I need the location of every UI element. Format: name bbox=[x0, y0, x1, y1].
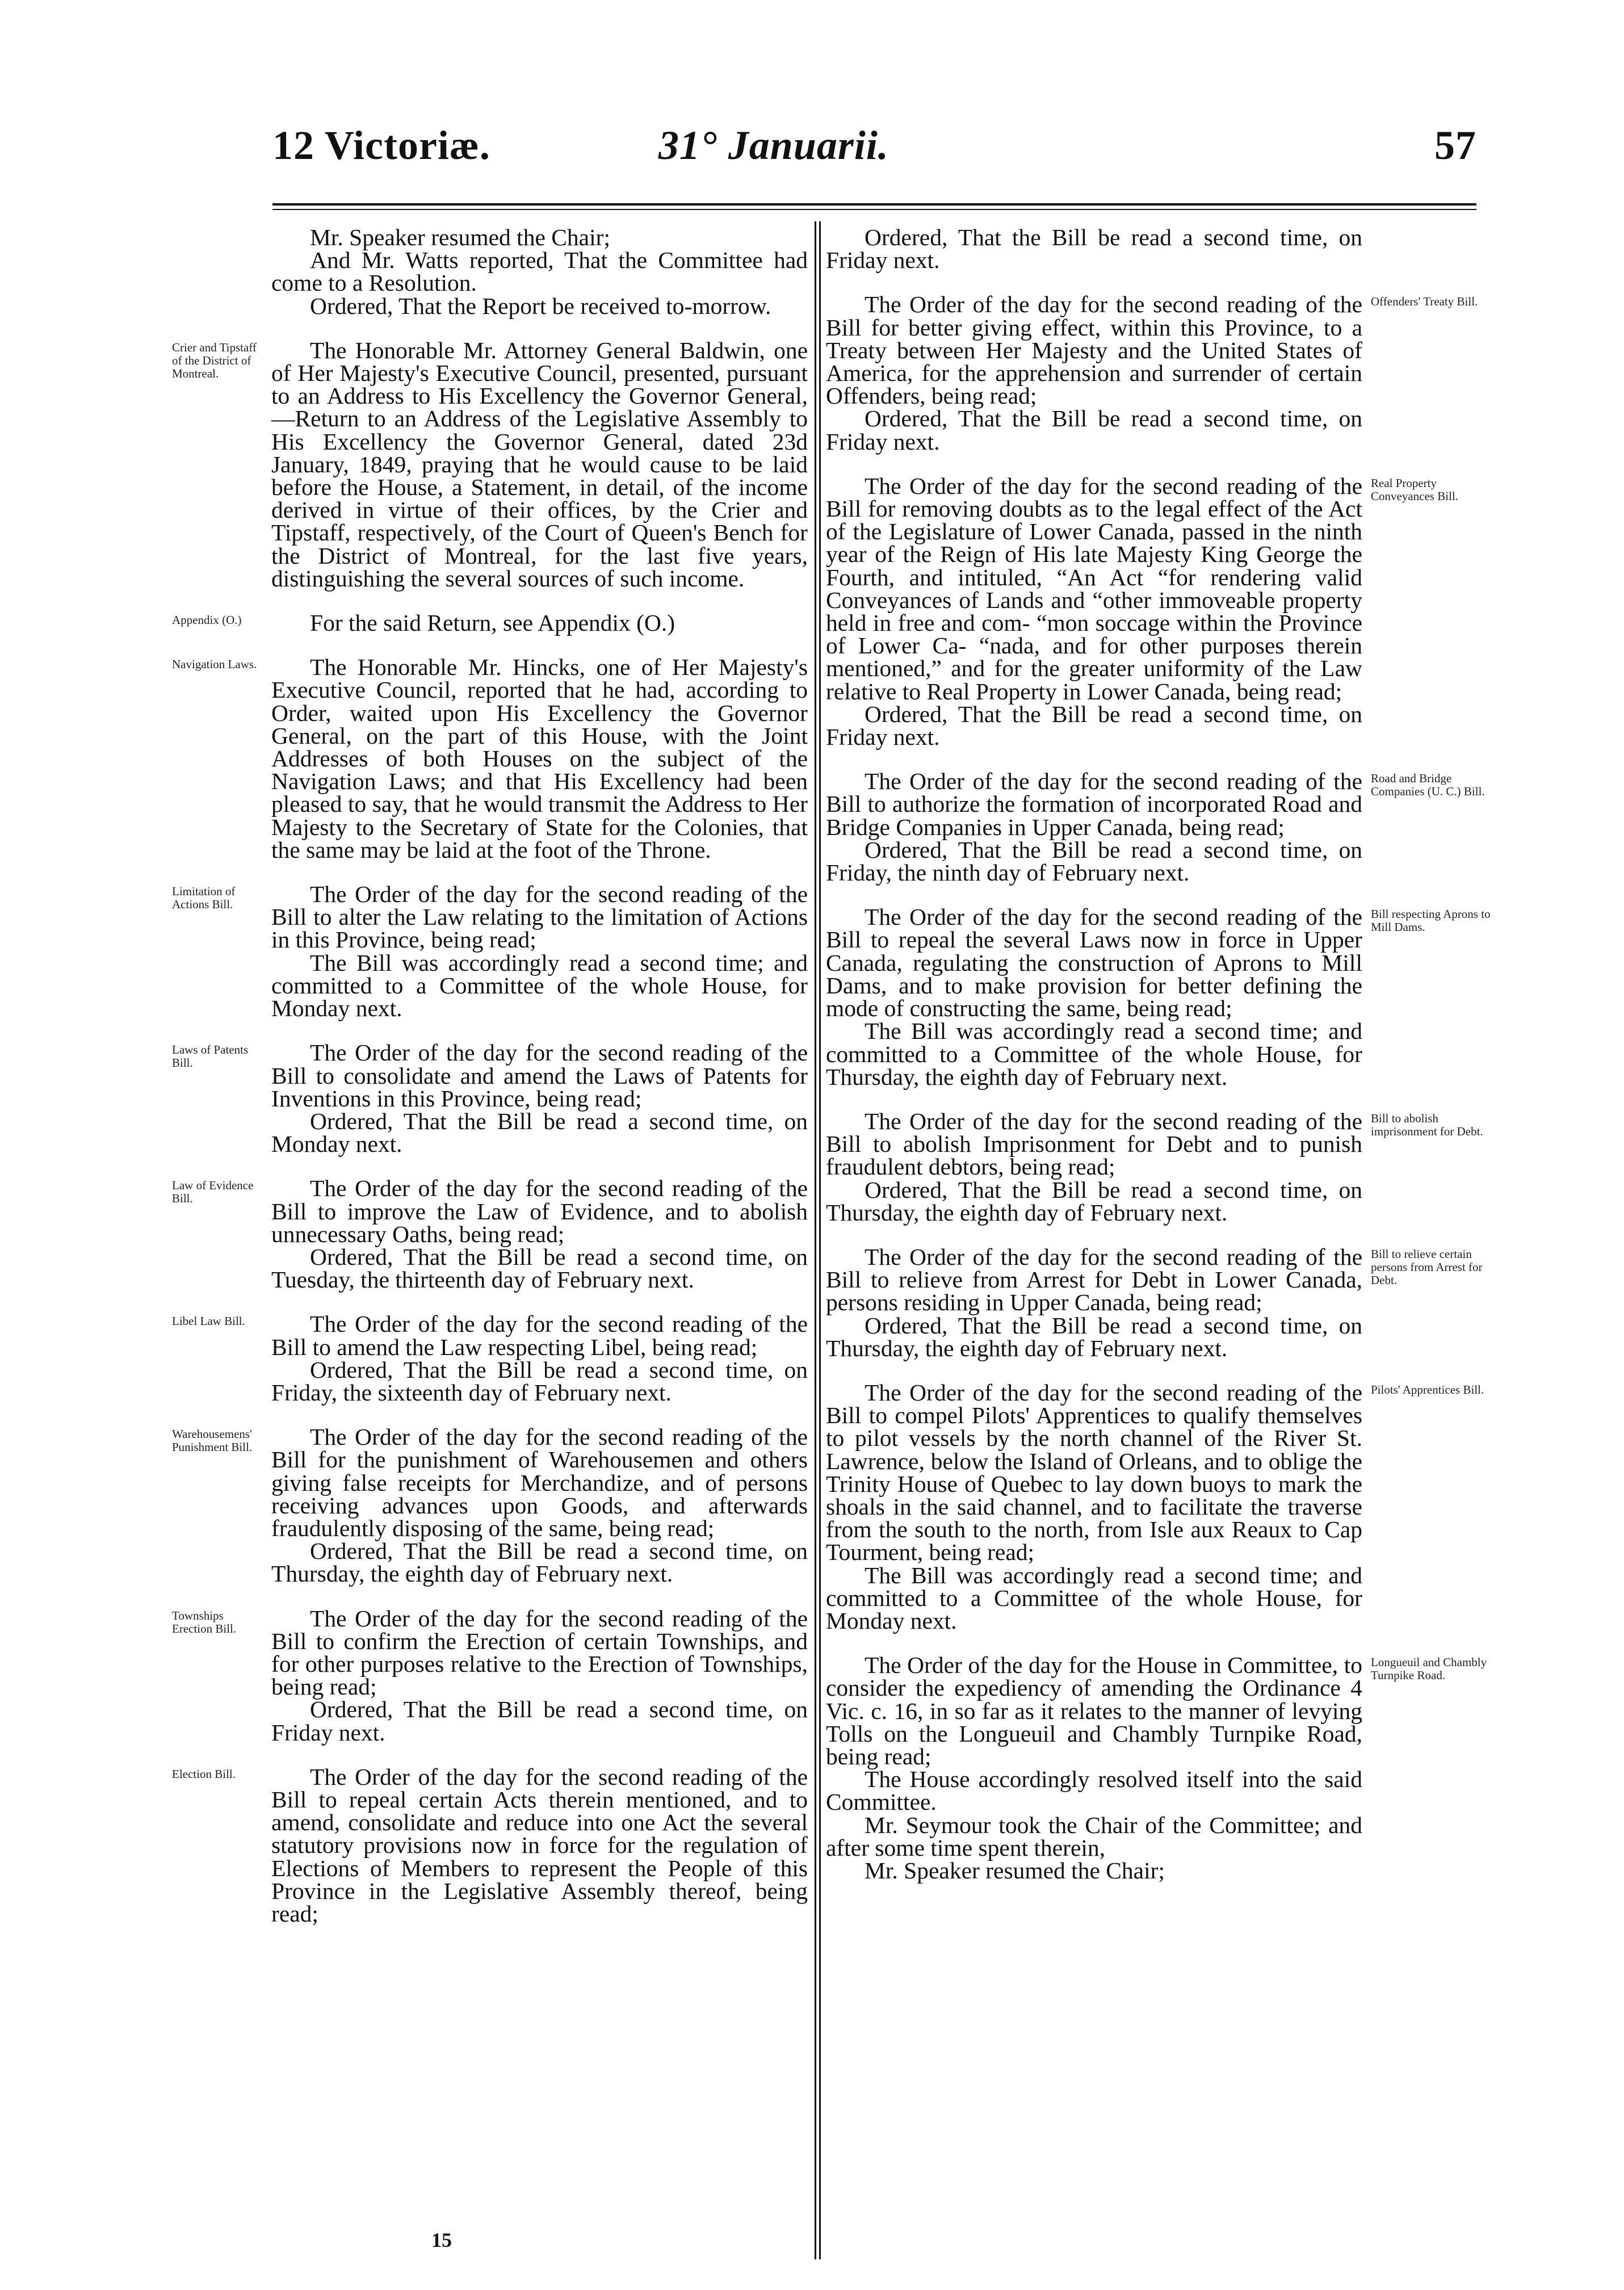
proceeding-entry bbox=[172, 1763, 808, 1927]
entry-paragraph: The Order of the day for the House in Committee, to consider the expediency of amending the Ordinance 4 Vic. c. 16, in so far as it relates to the manner of levying Tolls on the Longueuil and Chambly Turnpike Road, being read; bbox=[826, 1652, 1362, 1769]
entry-paragraph: The Order of the day for the second reading of the Bill to improve the Law of Evidence, and to abolish unnecessary Oaths, being read; bbox=[271, 1175, 808, 1247]
header-date: 31° Januarii. bbox=[658, 123, 889, 168]
proceeding-entry bbox=[826, 224, 1362, 274]
entry-paragraph: The Order of the day for the second reading of the Bill to compel Pilots' Apprentices to qualify themselves to pilot vessels by the north channel of the River St. Lawrence, below the Island of Orleans, and to oblige the Trinity House of Quebec to lay down buoys to mark the shoals in the said channel, and to facilitate the traverse from the south to the north, from Isle aux Reaux to Cap Tourment, being read; bbox=[826, 1379, 1362, 1566]
entry-paragraph: The Order of the day for the second reading of the Bill to relieve from Arrest for Debt in Lower Canada, persons residing in Upper Canada, being read; bbox=[826, 1243, 1362, 1316]
proceeding-entry bbox=[172, 1424, 808, 1587]
entry-paragraph: Ordered, That the Bill be read a second time, on Tuesday, the thirteenth day of February next. bbox=[271, 1243, 808, 1293]
margin-note: Road and Bridge Companies (U. C.) Bill. bbox=[1371, 771, 1485, 799]
entry-paragraph: Ordered, That the Bill be read a second time, on Thursday, the eighth day of February next. bbox=[271, 1538, 808, 1587]
entry-spacing bbox=[271, 861, 808, 883]
entry-paragraph: The Order of the day for the second reading of the Bill for the punishment of Warehousemen and others giving false receipts for Merchandize, and of persons receiving advances upon Goods, and afterwards fraudulently disposing of the same, being read; bbox=[271, 1424, 808, 1541]
entry-paragraph: Ordered, That the Bill be read a second time, on Friday, the sixteenth day of February next. bbox=[271, 1356, 808, 1406]
entry-paragraph: Ordered, That the Bill be read a second time, on Thursday, the eighth day of February next. bbox=[826, 1312, 1362, 1361]
margin-note: Offenders' Treaty Bill. bbox=[1371, 295, 1478, 309]
entry-paragraph: Ordered, That the Bill be read a second time, on Friday next. bbox=[271, 1696, 808, 1746]
margin-note: Bill to abolish imprisonment for Debt. bbox=[1371, 1111, 1483, 1138]
entry-paragraph: The Order of the day for the second reading of the Bill to repeal certain Acts therein mentioned, and to amend, consolidate and reduce into one Act the several statutory provisions now in force for the regulation of Elections of Members to represent the People of this Province in the Legislative Assembly thereof, being read; bbox=[271, 1763, 808, 1927]
entry-paragraph: The Order of the day for the second reading of the Bill to authorize the formation of incorporated Road and Bridge Companies in Upper Canada, being read; bbox=[826, 768, 1362, 840]
entry-spacing bbox=[826, 1632, 1362, 1654]
entry-spacing bbox=[271, 1020, 808, 1041]
proceeding-entry bbox=[826, 291, 1478, 455]
proceeding-entry bbox=[826, 768, 1485, 886]
entry-paragraph: Ordered, That the Bill be read a second time, on Friday next. bbox=[826, 701, 1362, 750]
margin-note: Longueuil and Chambly Turnpike Road. bbox=[1371, 1655, 1487, 1683]
entry-spacing bbox=[826, 748, 1362, 770]
proceeding-entry bbox=[172, 337, 808, 592]
entry-paragraph: The Order of the day for the second reading of the Bill to amend the Law respecting Libel, being read; bbox=[271, 1311, 808, 1360]
entry-paragraph: The Bill was accordingly read a second time; and committed to a Committee of the whole House, for Thursday, the eighth day of February next. bbox=[826, 1018, 1362, 1090]
entry-spacing bbox=[271, 1404, 808, 1425]
entry-paragraph: Ordered, That the Bill be read a second time, on Friday next. bbox=[826, 224, 1362, 274]
column-divider bbox=[819, 221, 821, 2259]
left-column bbox=[172, 224, 808, 2258]
proceeding-entry bbox=[172, 1311, 808, 1406]
entry-spacing bbox=[271, 1586, 808, 1607]
entry-paragraph: Mr. Seymour took the Chair of the Committee; and after some time spent therein, bbox=[826, 1811, 1362, 1861]
margin-note: Limitation of Actions Bill. bbox=[172, 884, 236, 912]
entry-spacing bbox=[826, 1088, 1362, 1110]
entry-paragraph: The Order of the day for the second reading of the Bill to alter the Law relating to the limitation of Actions in this Province, being read; bbox=[271, 881, 808, 953]
margin-note: Townships Erection Bill. bbox=[172, 1608, 237, 1635]
entry-paragraph: The Order of the day for the second reading of the Bill to abolish Imprisonment for Debt and to punish fraudulent debtors, being read; bbox=[826, 1108, 1362, 1180]
entry-spacing bbox=[271, 317, 808, 339]
proceeding-entry bbox=[172, 654, 808, 863]
proceeding-entry bbox=[172, 1175, 808, 1293]
margin-note: Election Bill. bbox=[172, 1767, 236, 1781]
column-divider bbox=[815, 221, 816, 2259]
margin-note: Crier and Tipstaff of the District of Montreal. bbox=[172, 340, 257, 380]
entry-paragraph: The Order of the day for the second reading of the Bill to consolidate and amend the Laws of Patents for Inventions in this Province, being read; bbox=[271, 1039, 808, 1112]
margin-note: Navigation Laws. bbox=[172, 657, 257, 672]
margin-note: Pilots' Apprentices Bill. bbox=[1371, 1382, 1484, 1396]
entry-paragraph: Ordered, That the Bill be read a second time, on Monday next. bbox=[271, 1108, 808, 1157]
entry-paragraph: The Honorable Mr. Hincks, one of Her Majesty's Executive Council, reported that he had, according to Order, waited upon His Excellency the Governor General, on the part of this House, with the Joint Addresses of both Houses on the subject of the Navigation Laws; and that His Excellency had been pleased to say, that he would transmit the Address to Her Majesty to the Secretary of State for the Colonies, that the same may be laid at the foot of the Throne. bbox=[271, 654, 808, 863]
header-rule-thin bbox=[272, 209, 1476, 210]
running-header bbox=[272, 122, 1476, 196]
margin-note: Bill respecting Aprons to Mill Dams. bbox=[1371, 907, 1491, 934]
margin-note: Libel Law Bill. bbox=[172, 1314, 245, 1328]
entry-spacing bbox=[826, 271, 1362, 293]
entry-paragraph: And Mr. Watts reported, That the Committee had come to a Resolution. bbox=[271, 247, 808, 296]
entry-paragraph: Mr. Speaker resumed the Chair; bbox=[865, 1857, 1165, 1884]
entry-spacing bbox=[826, 1360, 1362, 1381]
entry-paragraph: The Honorable Mr. Attorney General Baldwin, one of Her Majesty's Executive Council, presented, pursuant to an Address to His Excellency the Governor General,—Return to an Address of the Legislative Assembly to His Excellency the Governor General, dated 23d January, 1849, praying that he would cause to be laid before the House, a Statement, in detail, of the income derived in virtue of their offices, by the Crier and Tipstaff, respectively, of the Court of Queen's Bench for the District of Montreal, for the last five years, distinguishing the several sources of such income. bbox=[271, 337, 808, 592]
margin-note: Bill to relieve certain persons from Arrest for Debt. bbox=[1371, 1247, 1483, 1287]
proceeding-entry bbox=[826, 1243, 1483, 1361]
entry-paragraph: Ordered, That the Bill be read a second time, on Thursday, the eighth day of February next. bbox=[826, 1176, 1362, 1226]
entry-spacing bbox=[271, 634, 808, 656]
entry-spacing bbox=[826, 453, 1362, 475]
proceeding-entry bbox=[826, 1108, 1483, 1226]
margin-note: Real Property Conveyances Bill. bbox=[1371, 476, 1458, 503]
entry-spacing bbox=[826, 884, 1362, 905]
entry-paragraph: The Bill was accordingly read a second time; and committed to a Committee of the whole House, for Monday next. bbox=[271, 949, 808, 1022]
entry-spacing bbox=[826, 1224, 1362, 1245]
entry-spacing bbox=[271, 590, 808, 611]
proceeding-entry bbox=[826, 1652, 1487, 1884]
entry-spacing bbox=[271, 1155, 808, 1177]
entry-paragraph: The Order of the day for the second reading of the Bill for removing doubts as to the legal effect of the Act of the Legislature of Lower Canada, passed in the ninth year of the Reign of His late Majesty King George the Fourth, and intituled, “An Act “for rendering valid Conveyances of Lands and “other immoveable property held in free and com- “mon soccage within the Province of Lower Ca- “nada, and for other purposes therein mentioned,” and for the greater uniformity of the Law relative to Real Property in Lower Canada, being read; bbox=[826, 472, 1362, 704]
entry-paragraph: Ordered, That the Bill be read a second time, on Friday next. bbox=[826, 405, 1362, 455]
entry-paragraph: Mr. Speaker resumed the Chair; bbox=[310, 224, 610, 250]
margin-note: Appendix (O.) bbox=[172, 613, 242, 627]
entry-paragraph: Ordered, That the Bill be read a second time, on Friday, the ninth day of February next. bbox=[826, 836, 1362, 886]
entry-spacing bbox=[271, 1291, 808, 1312]
proceeding-entry bbox=[271, 226, 808, 317]
entry-paragraph: The Order of the day for the second reading of the Bill to confirm the Erection of certain Townships, and for other purposes relative to the Erection of Townships, being read; bbox=[271, 1605, 808, 1700]
entry-paragraph: The Order of the day for the second reading of the Bill to repeal the several Laws now in force in Upper Canada, regulating the construction of Aprons to Mill Dams, and to make provision for better defining the mode of constructing the same, being read; bbox=[826, 904, 1362, 1022]
entry-paragraph: The Bill was accordingly read a second time; and committed to a Committee of the whole House, for Monday next. bbox=[826, 1562, 1362, 1634]
margin-note: Laws of Patents Bill. bbox=[172, 1043, 249, 1070]
proceeding-entry bbox=[826, 1379, 1484, 1634]
entry-spacing bbox=[271, 1744, 808, 1765]
proceeding-entry bbox=[826, 472, 1458, 750]
entry-paragraph: Ordered, That the Report be received to-morrow. bbox=[310, 292, 771, 319]
proceeding-entry bbox=[172, 610, 808, 636]
margin-note: Law of Evidence Bill. bbox=[172, 1178, 254, 1206]
page-number: 57 bbox=[1434, 123, 1476, 168]
entry-paragraph: The House accordingly resolved itself into the said Committee. bbox=[826, 1766, 1362, 1815]
entry-paragraph: The Order of the day for the second reading of the Bill for better giving effect, within this Province, to a Treaty between Her Majesty and the United States of America, for the apprehension and surrender of certain Offenders, being read; bbox=[826, 291, 1362, 409]
proceeding-entry bbox=[172, 881, 808, 1022]
proceeding-entry bbox=[172, 1039, 808, 1157]
proceeding-entry bbox=[172, 1605, 808, 1746]
header-rule bbox=[272, 203, 1476, 205]
signature-mark: 15 bbox=[431, 2229, 452, 2251]
header-regnal-year: 12 Victoriæ. bbox=[272, 123, 490, 168]
margin-note: Warehousemens' Punishment Bill. bbox=[172, 1427, 253, 1454]
proceeding-entry bbox=[826, 904, 1491, 1090]
entry-paragraph: For the said Return, see Appendix (O.) bbox=[310, 610, 675, 636]
right-column bbox=[826, 224, 1491, 2258]
